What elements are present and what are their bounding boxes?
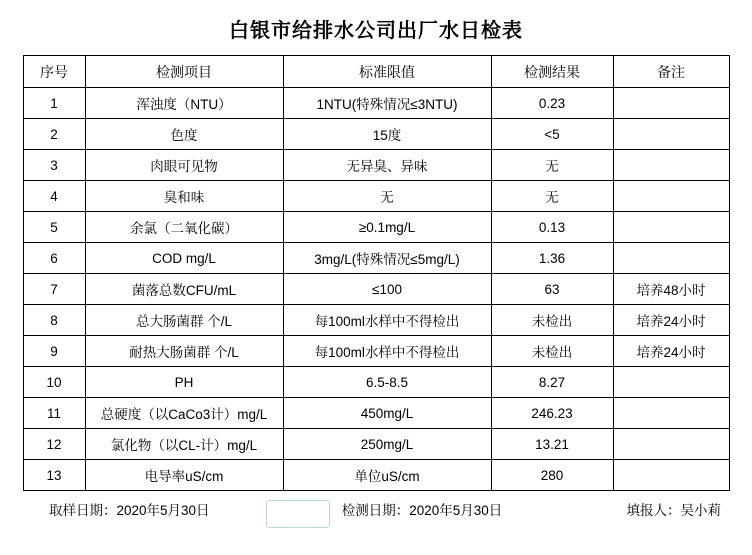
cell-limit: 每100ml水样中不得检出	[283, 305, 491, 336]
cell-no: 8	[23, 305, 85, 336]
table-row	[23, 212, 729, 243]
cell-remark	[613, 212, 729, 243]
cell-no: 11	[23, 398, 85, 429]
cell-item: PH	[85, 367, 283, 398]
column-header-limit: 标准限值	[283, 56, 491, 88]
cell-remark	[613, 243, 729, 274]
report-footer	[23, 491, 729, 519]
cell-item: 总硬度（以CaCo3计）mg/L	[85, 398, 283, 429]
cell-remark: 培养24小时	[613, 336, 729, 367]
cell-no: 13	[23, 460, 85, 491]
cell-result: 无	[491, 181, 613, 212]
cell-limit: 250mg/L	[283, 429, 491, 460]
cell-limit: 6.5-8.5	[283, 367, 491, 398]
cell-no: 6	[23, 243, 85, 274]
table-header	[23, 56, 729, 88]
table-row	[23, 88, 729, 119]
cell-item: COD mg/L	[85, 243, 283, 274]
reporter-name: 填报人：吴小莉	[626, 503, 721, 518]
cell-item: 余氯（二氧化碳）	[85, 212, 283, 243]
table-row	[23, 429, 729, 460]
sampling-date: 取样日期：2020年5月30日	[49, 503, 210, 518]
cell-limit: 无异臭、异味	[283, 150, 491, 181]
cell-remark: 培养24小时	[613, 305, 729, 336]
column-header-result: 检测结果	[491, 56, 613, 88]
cell-item: 总大肠菌群 个/L	[85, 305, 283, 336]
cell-remark	[613, 367, 729, 398]
column-header-remark: 备注	[613, 56, 729, 88]
testing-date: 检测日期：2020年5月30日	[341, 503, 503, 518]
cell-no: 7	[23, 274, 85, 305]
cell-remark	[613, 181, 729, 212]
cell-result: 0.13	[491, 212, 613, 243]
cell-limit: ≥0.1mg/L	[283, 212, 491, 243]
table-row	[23, 119, 729, 150]
cell-no: 2	[23, 119, 85, 150]
cell-no: 10	[23, 367, 85, 398]
cell-limit: 3mg/L(特殊情况≤5mg/L)	[283, 243, 491, 274]
cell-item: 臭和味	[85, 181, 283, 212]
table-row	[23, 243, 729, 274]
page-title: 白银市给排水公司出厂水日检表	[229, 20, 523, 42]
cell-item: 色度	[85, 119, 283, 150]
cell-remark	[613, 119, 729, 150]
cell-result: 13.21	[491, 429, 613, 460]
column-header-item: 检测项目	[85, 56, 283, 88]
cell-item: 电导率uS/cm	[85, 460, 283, 491]
table-row	[23, 305, 729, 336]
cell-result: 63	[491, 274, 613, 305]
table-row	[23, 336, 729, 367]
cell-result: 0.23	[491, 88, 613, 119]
cell-result: <5	[491, 119, 613, 150]
column-header-no: 序号	[23, 56, 85, 88]
table-row	[23, 274, 729, 305]
cell-item: 肉眼可见物	[85, 150, 283, 181]
water-quality-table	[23, 55, 730, 491]
table-row	[23, 367, 729, 398]
cell-result: 1.36	[491, 243, 613, 274]
cell-remark	[613, 398, 729, 429]
cell-remark	[613, 88, 729, 119]
cell-limit: 无	[283, 181, 491, 212]
cell-limit: 15度	[283, 119, 491, 150]
table-row	[23, 150, 729, 181]
cell-result: 246.23	[491, 398, 613, 429]
cell-no: 12	[23, 429, 85, 460]
cell-limit: 450mg/L	[283, 398, 491, 429]
cell-limit: 单位uS/cm	[283, 460, 491, 491]
table-body	[23, 88, 729, 491]
cell-no: 5	[23, 212, 85, 243]
cell-item: 菌落总数CFU/mL	[85, 274, 283, 305]
cell-result: 无	[491, 150, 613, 181]
cell-no: 3	[23, 150, 85, 181]
table-row	[23, 460, 729, 491]
cell-no: 1	[23, 88, 85, 119]
table-row	[23, 398, 729, 429]
cell-remark: 培养48小时	[613, 274, 729, 305]
cell-remark	[613, 460, 729, 491]
cell-item: 浑浊度（NTU）	[85, 88, 283, 119]
cell-no: 9	[23, 336, 85, 367]
cell-result: 8.27	[491, 367, 613, 398]
cell-result: 未检出	[491, 336, 613, 367]
table-row	[23, 181, 729, 212]
cell-item: 氯化物（以CL-计）mg/L	[85, 429, 283, 460]
cell-result: 未检出	[491, 305, 613, 336]
cell-remark	[613, 150, 729, 181]
cell-limit: ≤100	[283, 274, 491, 305]
table-header-row	[23, 56, 729, 88]
cell-limit: 1NTU(特殊情况≤3NTU)	[283, 88, 491, 119]
cell-item: 耐热大肠菌群 个/L	[85, 336, 283, 367]
cell-result: 280	[491, 460, 613, 491]
cell-limit: 每100ml水样中不得检出	[283, 336, 491, 367]
cell-remark	[613, 429, 729, 460]
cell-no: 4	[23, 181, 85, 212]
